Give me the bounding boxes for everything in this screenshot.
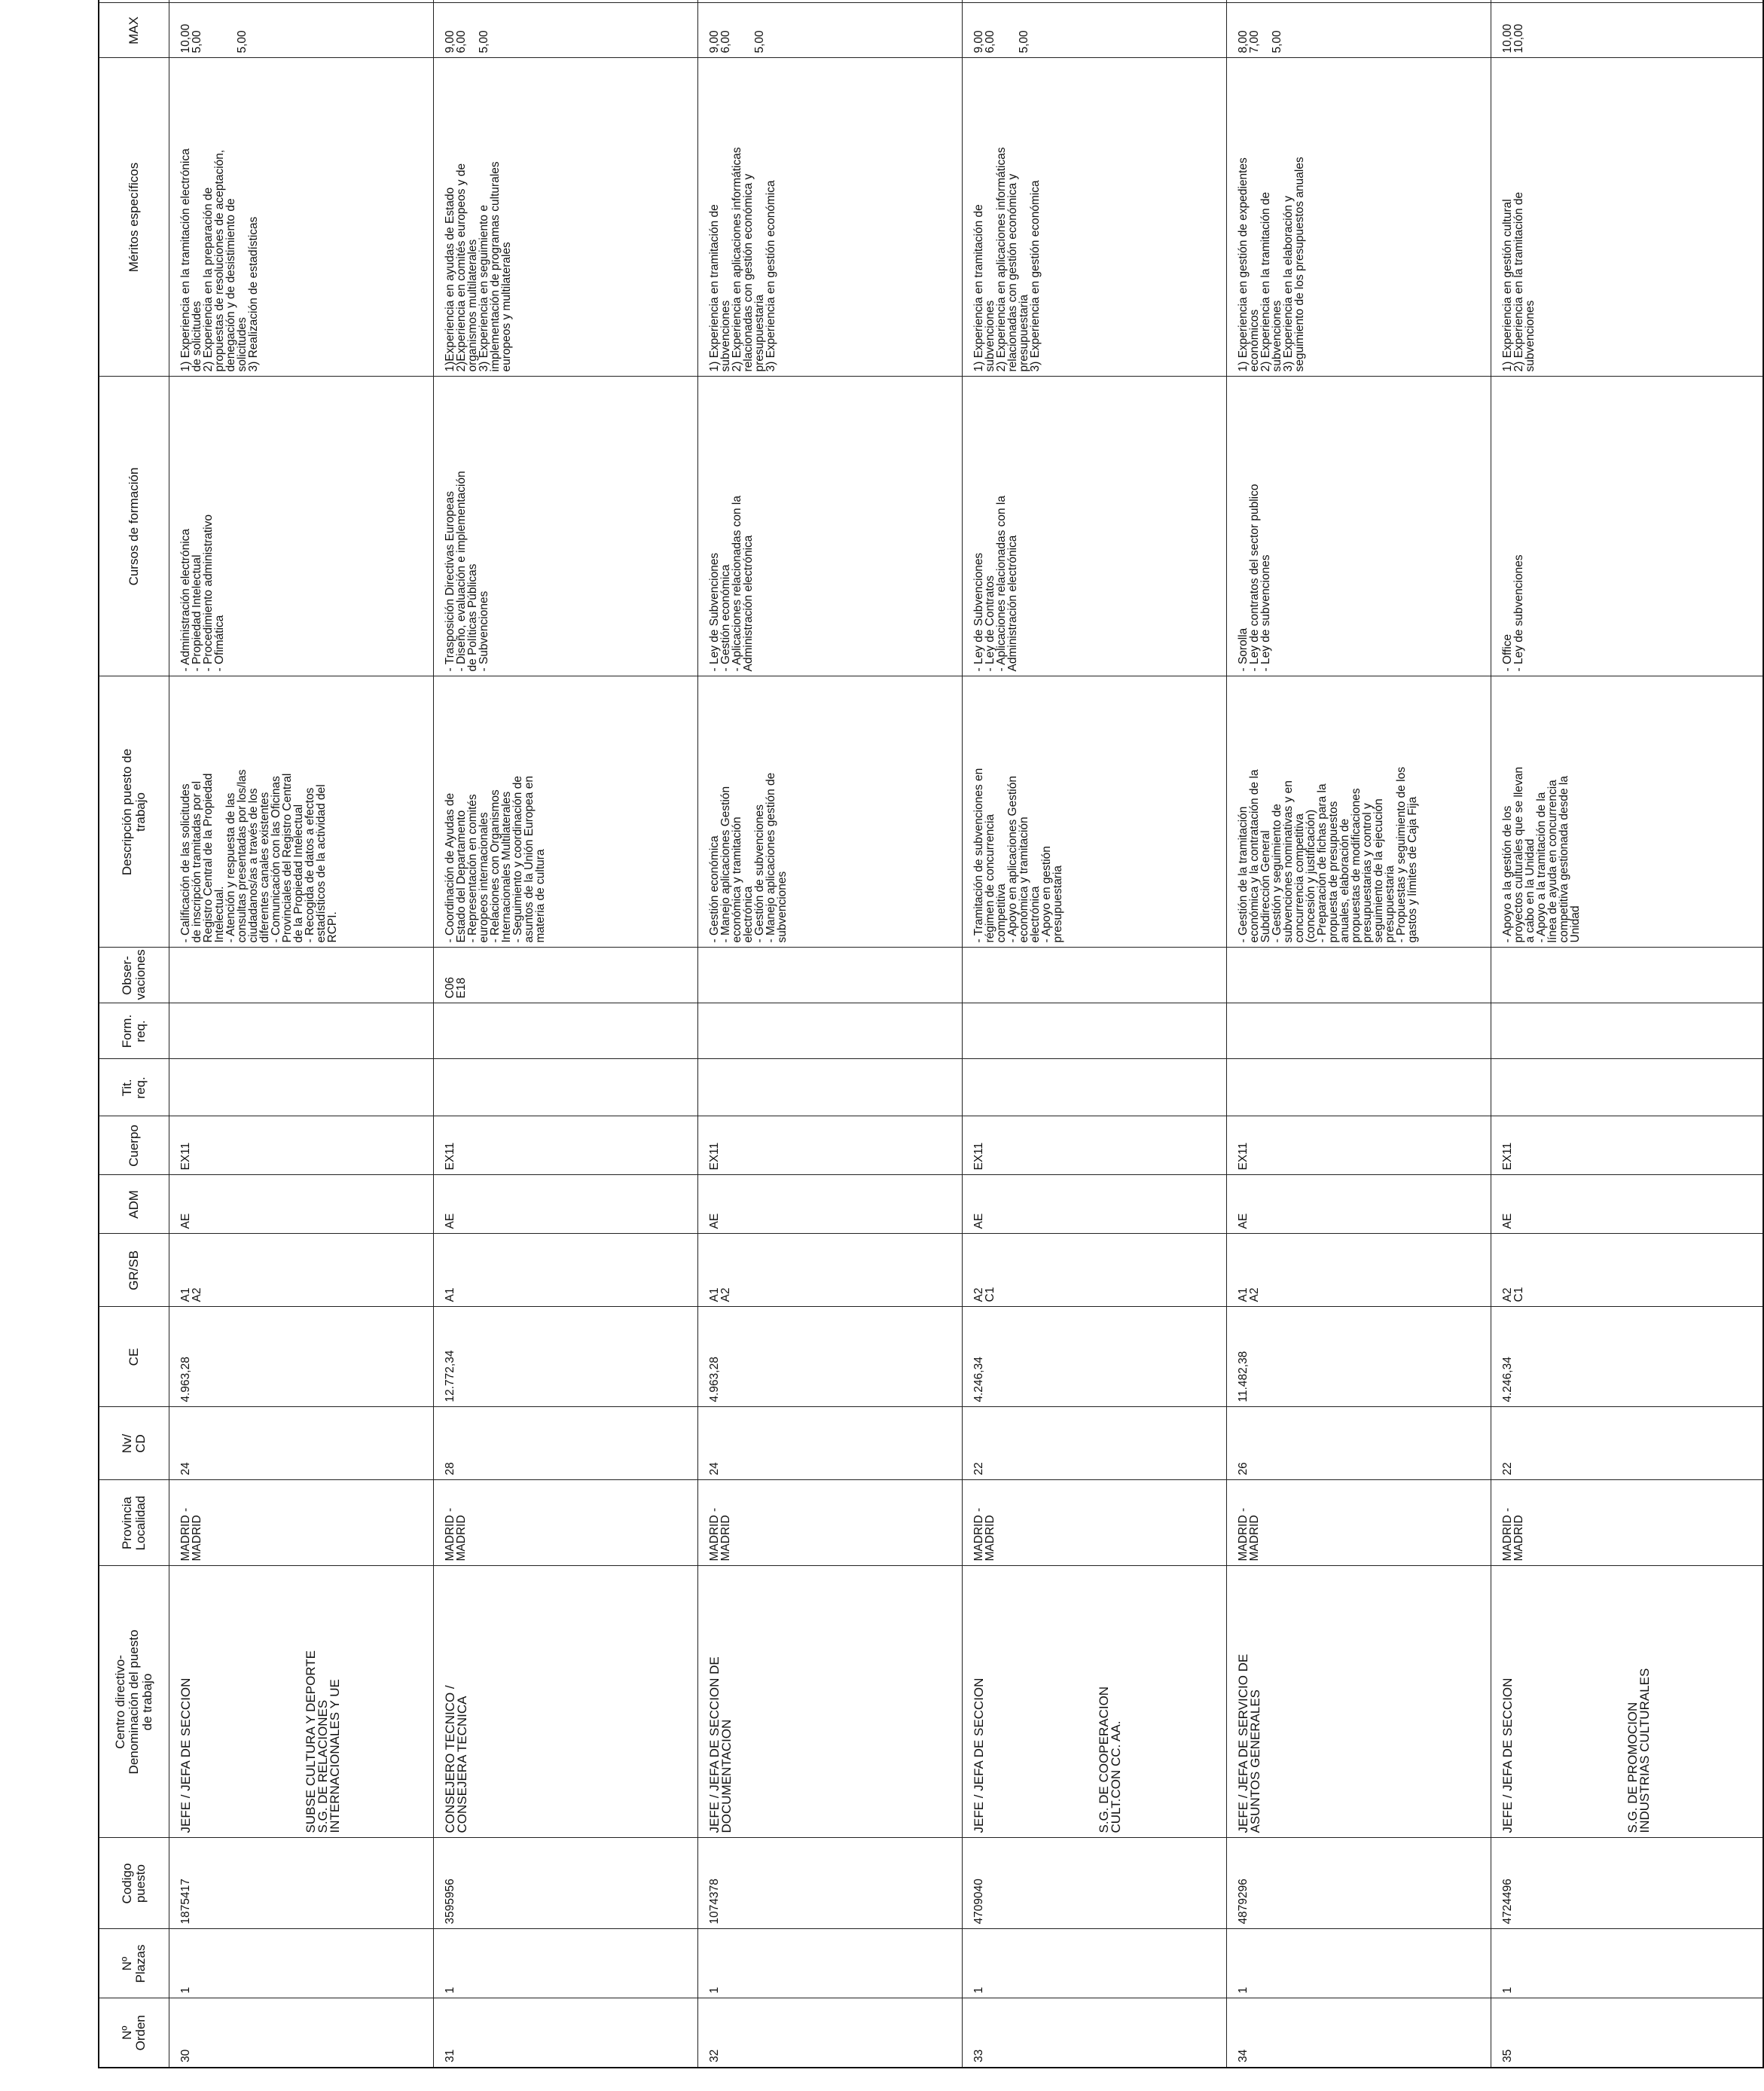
header-nivel: Nv/ CD [99,1407,169,1480]
cell-ce: 4.963,28 [169,1307,434,1407]
table-row [169,0,434,2068]
cell-titulacion [434,1059,698,1116]
header-me [99,0,169,3]
cell-titulacion [1227,1059,1491,1116]
positions-table [98,0,1764,2068]
header-max: MAX [99,3,169,58]
cell-ce: 4.246,34 [963,1307,1227,1407]
cell-me [1491,0,1764,3]
cell-codigo: 4709040 [963,1838,1227,1929]
cell-grupo: A1 [434,1234,698,1307]
cell-me [698,0,963,3]
cell-observaciones [698,948,963,1003]
cell-subdireccion: SUBSE CULTURA Y DEPORTE S.G. DE RELACIONES INTERNACIONALES Y UE [304,1650,342,1833]
cell-descripcion: - Calificación de las solicitudes de inscripción tramitadas por el Registro Central de la Propiedad Intelectual. - Atención y respuesta de las consultas presentadas por los/las ciudadanos/as a través de los diferentes canales existentes - Comunicación con las Oficinas Provinciales del Registro Central de la Propiedad Intelectual - Recogida de datos a efectos estadísticos de la actividad del RCPI. [169,676,434,948]
header-orden: Nº Orden [99,1998,169,2068]
cell-nivel: 22 [963,1407,1227,1480]
cell-nivel: 26 [1227,1407,1491,1480]
cell-descripcion: - Coordinación de Ayudas de Estado del Departamento - Representación en comités europeos internacionales - Relaciones con Organismos Internacionales Multilaterales - Seguimiento y coordinación de asuntos de la Unión Europea en materia de cultura [434,676,698,948]
cell-cuerpo: EX11 [1491,1116,1764,1175]
cell-orden: 30 [169,1998,434,2068]
cell-centro [434,1566,698,1838]
table-row [1491,0,1764,2068]
cell-observaciones [1227,948,1491,1003]
cell-cuerpo: EX11 [169,1116,434,1175]
header-formacion: Form. req. [99,1003,169,1059]
header-row [99,0,169,2068]
cell-meritos: 1) Experiencia en gestión de expedientes económicos 2) Experiencia en la tramitación de subvenciones 3) Experiencia en la elaboración y seguimiento de los presupuestos anuales [1227,58,1491,377]
cell-cursos: - Sorolla - Ley de contratos del sector publico - Ley de subvenciones [1227,377,1491,676]
cell-codigo: 1074378 [698,1838,963,1929]
cell-observaciones [1491,948,1764,1003]
cell-codigo: 3595956 [434,1838,698,1929]
cell-centro [1491,1566,1764,1838]
cell-plazas: 1 [1227,1929,1491,1998]
cell-plazas: 1 [1491,1929,1764,1998]
cell-me [434,0,698,3]
table-row [698,0,963,2068]
cell-provincia: MADRID - MADRID [1491,1480,1764,1566]
cell-centro [169,1566,434,1838]
header-grupo: GR/SB [99,1234,169,1307]
cell-codigo: 4724496 [1491,1838,1764,1929]
cell-cursos: - Office - Ley de subvenciones [1491,377,1764,676]
cell-subdireccion: S.G. DE PROMOCION INDUSTRIAS CULTURALES [1625,1668,1652,1833]
cell-formacion [1227,1003,1491,1059]
cell-provincia: MADRID - MADRID [698,1480,963,1566]
cell-formacion [698,1003,963,1059]
cell-titulacion [169,1059,434,1116]
cell-plazas: 1 [169,1929,434,1998]
cell-provincia: MADRID - MADRID [963,1480,1227,1566]
cell-max: 8,00 7,00 5,00 [1227,3,1491,58]
cell-ce: 4.963,28 [698,1307,963,1407]
cell-cuerpo: EX11 [963,1116,1227,1175]
header-centro: Centro directivo- Denominación del puesto de trabajo [99,1566,169,1838]
cell-formacion [963,1003,1227,1059]
cell-orden: 32 [698,1998,963,2068]
cell-titulacion [1491,1059,1764,1116]
cell-grupo: A1 A2 [698,1234,963,1307]
cell-descripcion: - Apoyo a la gestión de los proyectos culturales que se llevan a cabo en la Unidad - Apoyo a la tramitación de la línea de ayuda en concurrencia competitiva gestionada desde la Unidad [1491,676,1764,948]
cell-adm: AE [1491,1175,1764,1234]
header-ce: CE [99,1307,169,1407]
cell-formacion [1491,1003,1764,1059]
cell-centro [1227,1566,1491,1838]
cell-nivel: 24 [698,1407,963,1480]
cell-max: 9,00 6,00 5,00 [698,3,963,58]
cell-subdireccion: S.G. DE COOPERACION CULT.CON CC. AA. [1097,1686,1123,1833]
header-titulacion: Tit. req. [99,1059,169,1116]
cell-me [169,0,434,3]
cell-nivel: 24 [169,1407,434,1480]
cell-grupo: A1 A2 [169,1234,434,1307]
cell-nivel: 22 [1491,1407,1764,1480]
cell-descripcion: - Gestión de la tramitación económica y la contratación de la Subdirección General - Gestión y seguimiento de subvenciones nominativas y en concurrencia competitiva (concesión y justificación) - Preparación de fichas para la propuesta de presupuestos anuales, elaboración de propuestas de modificaciones presupuestarias y control y seguimiento de la ejecución presupuestaria - Propuestas y seguimiento de los gastos y límites de Caja Fija [1227,676,1491,948]
cell-plazas: 1 [434,1929,698,1998]
cell-codigo: 1875417 [169,1838,434,1929]
cell-max: 9,00 6,00 5,00 [434,3,698,58]
cell-puesto: JEFE / JEFA DE SECCION [972,1677,986,1833]
cell-grupo: A2 C1 [963,1234,1227,1307]
header-plazas: Nº Plazas [99,1929,169,1998]
cell-cursos: - Trasposición Directivas Europeas - Diseño, evaluación e implementación de Políticas Públicas - Subvenciones [434,377,698,676]
cell-observaciones [169,948,434,1003]
header-provincia: Provincia Localidad [99,1480,169,1566]
cell-meritos: 1)Experiencia en ayudas de Estado 2)Experiencia en comités europeos y de organismos multilaterales 3) Experiencia en seguimiento e implementación de programas culturales europeos y multilaterales [434,58,698,377]
cell-descripcion: - Gestión económica - Manejo aplicaciones Gestión económica y tramitación electrónica - Gestión de subvenciones - Manejo aplicaciones gestión de subvenciones [698,676,963,948]
cell-cuerpo: EX11 [698,1116,963,1175]
cell-meritos: 1) Experiencia en gestión cultural 2) Experiencia en la tramitación de subvenciones [1491,58,1764,377]
cell-centro [963,1566,1227,1838]
cell-max: 9,00 6,00 5,00 [963,3,1227,58]
cell-provincia: MADRID - MADRID [434,1480,698,1566]
header-descripcion: Descripción puesto de trabajo [99,676,169,948]
cell-observaciones [963,948,1227,1003]
cell-me [1227,0,1491,3]
cell-plazas: 1 [963,1929,1227,1998]
header-meritos: Méritos específicos [99,58,169,377]
cell-max: 10,00 5,00 5,00 [169,3,434,58]
cell-adm: AE [1227,1175,1491,1234]
cell-meritos: 1) Experiencia en la tramitación electrónica de solicitudes 2) Experiencia en la preparación de propuestas de resoluciones de aceptación, denegación y de desistimiento de solicitudes 3) Realización de estadísticas [169,58,434,377]
cell-titulacion [698,1059,963,1116]
cell-cuerpo: EX11 [434,1116,698,1175]
cell-centro [698,1566,963,1838]
cell-grupo: A1 A2 [1227,1234,1491,1307]
cell-ce: 4.246,34 [1491,1307,1764,1407]
header-cursos: Cursos de formación [99,377,169,676]
cell-adm: AE [169,1175,434,1234]
cell-puesto: JEFE / JEFA DE SECCION DE DOCUMENTACION [707,1656,734,1833]
cell-cursos: - Administración electrónica - Propiedad Intelectual - Procedimiento administrativo - Ofimática [169,377,434,676]
cell-adm: AE [963,1175,1227,1234]
table-row [1227,0,1491,2068]
cell-cursos: - Ley de Subvenciones - Gestión económica - Aplicaciones relacionadas con la Administración electrónica [698,377,963,676]
cell-orden: 31 [434,1998,698,2068]
cell-nivel: 28 [434,1407,698,1480]
cell-orden: 33 [963,1998,1227,2068]
cell-orden: 34 [1227,1998,1491,2068]
cell-puesto: JEFE / JEFA DE SERVICIO DE ASUNTOS GENERALES [1236,1653,1262,1833]
table-row [434,0,698,2068]
cell-adm: AE [434,1175,698,1234]
cell-grupo: A2 C1 [1491,1234,1764,1307]
cell-provincia: MADRID - MADRID [1227,1480,1491,1566]
table-row [963,0,1227,2068]
cell-plazas: 1 [698,1929,963,1998]
cell-orden: 35 [1491,1998,1764,2068]
cell-puesto: JEFE / JEFA DE SECCION [179,1677,193,1833]
cell-cursos: - Ley de Subvenciones - Ley de Contratos - Aplicaciones relacionadas con la Administración electrónica [963,377,1227,676]
cell-puesto: CONSEJERO TECNICO / CONSEJERA TECNICA [443,1685,469,1833]
header-codigo: Codigo puesto [99,1838,169,1929]
cell-adm: AE [698,1175,963,1234]
cell-ce: 12.772,34 [434,1307,698,1407]
cell-meritos: 1) Experiencia en tramitación de subvenciones 2) Experiencia en aplicaciones informáticas relacionadas con gestión económica y presupuestaria 3) Experiencia en gestión económica [698,58,963,377]
cell-cuerpo: EX11 [1227,1116,1491,1175]
cell-formacion [434,1003,698,1059]
cell-descripcion: - Tramitación de subvenciones en régimen de concurrencia competitiva - Apoyo en aplicaciones Gestión económica y tramitación electrónica - Apoyo en gestión presupuestaria [963,676,1227,948]
cell-me [963,0,1227,3]
header-observaciones: Obser- vaciones [99,948,169,1003]
cell-puesto: JEFE / JEFA DE SECCION [1500,1677,1515,1833]
cell-max: 10,00 10,00 [1491,3,1764,58]
header-cuerpo: Cuerpo [99,1116,169,1175]
cell-provincia: MADRID - MADRID [169,1480,434,1566]
cell-ce: 11.482,38 [1227,1307,1491,1407]
cell-titulacion [963,1059,1227,1116]
cell-formacion [169,1003,434,1059]
cell-codigo: 4879296 [1227,1838,1491,1929]
cell-observaciones: C06 E18 [434,948,698,1003]
cell-meritos: 1) Experiencia en tramitación de subvenciones 2) Experiencia en aplicaciones informáticas relacionadas con gestión económica y presupuestaria 3) Experiencia en gestión económica [963,58,1227,377]
header-adm: ADM [99,1175,169,1234]
